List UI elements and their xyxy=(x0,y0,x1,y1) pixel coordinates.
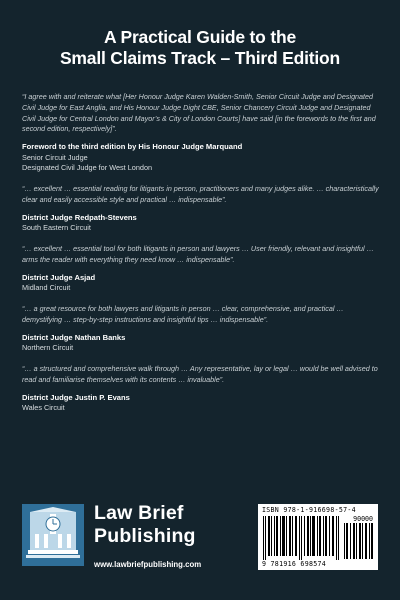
review-attribution xyxy=(22,213,380,234)
title-line-1: A Practical Guide to the xyxy=(104,27,296,47)
reviewer-circuit: Wales Circuit xyxy=(22,403,65,412)
publisher-line-2: Publishing xyxy=(94,525,196,547)
reviewer-circuit: Northern Circuit xyxy=(22,343,74,352)
review-block xyxy=(22,364,380,413)
review-attribution xyxy=(22,393,380,414)
reviewer-name: District Judge Nathan Banks xyxy=(22,332,126,342)
endorsements xyxy=(22,92,380,424)
publisher-name xyxy=(94,502,196,548)
foreword-quote: “I agree with and reiterate what [Her Honour Judge Karen Walden-Smith, Senior Circuit Judge and Designated Civil Judge for East Anglia, and His Honour Judge Dight CBE, Senior Chancery Circuit Judge and Designated Civil Judge for Central London and Mayor’s & City of London Courts] have said [in the forewords to the first and second edition, respectively]”. xyxy=(22,92,376,134)
foreword-attribution xyxy=(22,142,380,173)
barcode-digits: 9 781916 698574 xyxy=(262,560,327,568)
review-block xyxy=(22,244,380,293)
review-attribution xyxy=(22,273,380,294)
isbn-label: ISBN 978-1-916698-57-4 xyxy=(262,506,356,514)
foreword-block xyxy=(22,92,380,173)
ean-barcode-bars xyxy=(262,516,340,560)
publisher-line-1: Law Brief xyxy=(94,502,184,524)
reviewer-circuit: South Eastern Circuit xyxy=(22,223,91,232)
review-attribution xyxy=(22,333,380,354)
review-quote: “… excellent … essential tool for both litigants in person and lawyers … User friendly, relevant and insightful … arms the reader with everything they need know … indispensable”. xyxy=(22,244,374,264)
reviewer-name: District Judge Redpath-Stevens xyxy=(22,212,137,222)
review-quote: “… a structured and comprehensive walk through … Any representative, lay or legal … would be well advised to read and familiarise themselves with its contents … invaluable”. xyxy=(22,364,378,384)
addon-barcode-bars xyxy=(344,523,374,559)
reviewer-name: District Judge Justin P. Evans xyxy=(22,392,130,402)
foreword-role-2: Designated Civil Judge for West London xyxy=(22,163,153,172)
price-code: 90000 xyxy=(353,515,373,523)
reviewer-name: District Judge Asjad xyxy=(22,272,96,282)
title-line-2: Small Claims Track – Third Edition xyxy=(59,48,341,68)
book-title xyxy=(0,27,400,69)
courthouse-clock-icon xyxy=(22,504,84,566)
foreword-name: Foreword to the third edition by His Honour Judge Marquand xyxy=(22,142,243,152)
publisher-url: www.lawbriefpublishing.com xyxy=(94,560,202,569)
isbn-barcode xyxy=(258,504,378,570)
foreword-role-1: Senior Circuit Judge xyxy=(22,152,88,162)
review-quote: “… a great resource for both lawyers and litigants in person … clear, comprehensive, and practical … demystifying … step-by-step instructions and insightful tips … indispensable”. xyxy=(22,304,344,324)
review-quote: “… excellent … essential reading for litigants in person, practitioners and many judges alike. … characteristically clear and easily accessible style and practical … indispensable”. xyxy=(22,184,379,204)
review-block xyxy=(22,184,380,233)
reviewer-circuit: Midland Circuit xyxy=(22,283,71,292)
review-block xyxy=(22,304,380,353)
